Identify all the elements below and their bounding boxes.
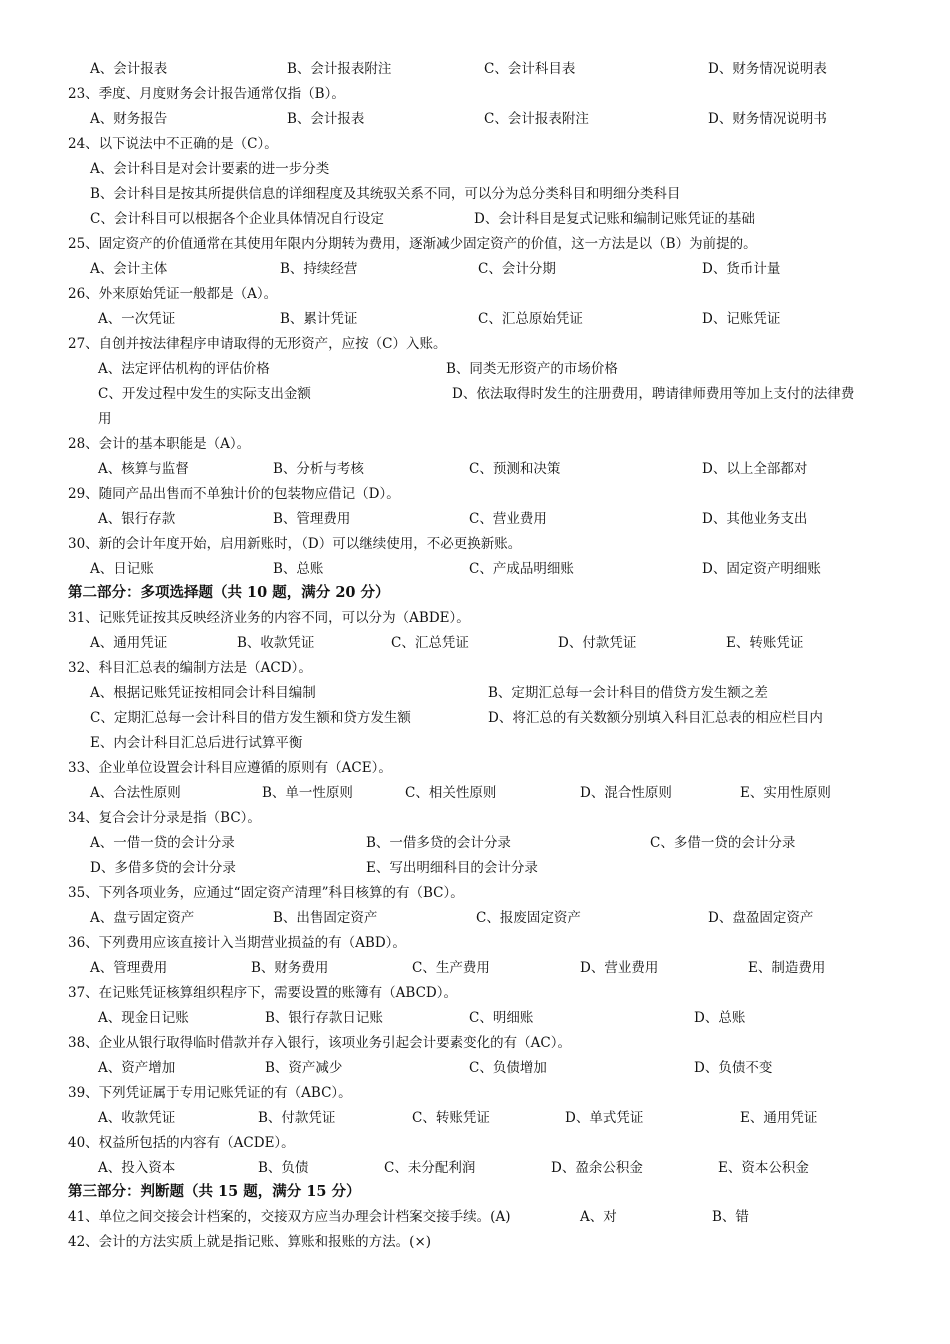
option-row: [0, 856, 950, 880]
option-text: D、记账凭证: [702, 311, 781, 327]
option-text: C、开发过程中发生的实际支出金额: [98, 386, 311, 402]
option-row: [0, 1205, 950, 1229]
option-text: D、其他业务支出: [702, 511, 808, 527]
question-text: [0, 332, 950, 356]
question-text: [0, 806, 950, 830]
option-text: C、会计科目可以根据各个企业具体情况自行设定: [90, 211, 384, 227]
option-row: [0, 831, 950, 855]
option-row: [0, 956, 950, 980]
option-text: D、总账: [694, 1010, 746, 1026]
option-text: C、相关性原则: [405, 785, 497, 801]
option-text: B、会计科目是按其所提供信息的详细程度及其统驭关系不同，可以分为总分类科目和明细分类科目: [90, 186, 681, 202]
option-text: A、一次凭证: [98, 311, 176, 327]
option-row: [0, 107, 950, 131]
option-row: [0, 157, 950, 181]
option-text: C、明细账: [469, 1010, 534, 1026]
option-text: C、定期汇总每一会计科目的借方发生额和贷方发生额: [90, 710, 411, 726]
question-text: [0, 432, 950, 456]
option-text: A、财务报告: [90, 111, 168, 127]
option-text: A、投入资本: [98, 1160, 176, 1176]
option-text: 41、单位之间交接会计档案的，交接双方应当办理会计档案交接手续。(A): [68, 1209, 511, 1225]
option-row: [0, 182, 950, 206]
option-row: [0, 1156, 950, 1180]
option-text: C、营业费用: [469, 511, 547, 527]
option-text: A、合法性原则: [90, 785, 181, 801]
question-text: [0, 232, 950, 256]
option-text: B、会计报表: [287, 111, 365, 127]
option-text: B、定期汇总每一会计科目的借贷方发生额之差: [488, 685, 768, 701]
option-text: B、资产减少: [265, 1060, 343, 1076]
question-stem: 28、会计的基本职能是（A）。: [68, 436, 251, 452]
option-text: C、会计报表附注: [484, 111, 589, 127]
option-text: B、持续经营: [280, 261, 358, 277]
option-text: B、出售固定资产: [273, 910, 378, 926]
option-text: B、一借多贷的会计分录: [366, 835, 511, 851]
option-text: B、收款凭证: [237, 635, 315, 651]
option-text: E、资本公积金: [718, 1160, 809, 1176]
question-text: [0, 482, 950, 506]
section-heading: [0, 581, 950, 605]
option-text: D、营业费用: [580, 960, 659, 976]
section-title: 第三部分：判断题（共 15 题，满分 15 分）: [68, 1183, 361, 1200]
option-text: A、会计科目是对会计要素的进一步分类: [90, 161, 330, 177]
option-row: [0, 906, 950, 930]
question-stem: 38、企业从银行取得临时借款并存入银行，该项业务引起会计要素变化的有（AC）。: [68, 1035, 572, 1051]
question-text: [0, 1131, 950, 1155]
question-text: [0, 656, 950, 680]
option-row: [0, 1006, 950, 1030]
option-text: B、银行存款日记账: [265, 1010, 383, 1026]
option-text: A、根据记账凭证按相同会计科目编制: [90, 685, 316, 701]
option-text: C、转账凭证: [412, 1110, 490, 1126]
option-text: B、付款凭证: [258, 1110, 336, 1126]
question-text: [0, 1081, 950, 1105]
question-text: [0, 756, 950, 780]
option-text: E、内会计科目汇总后进行试算平衡: [90, 735, 303, 751]
option-text: A、管理费用: [90, 960, 168, 976]
option-text: E、实用性原则: [740, 785, 831, 801]
option-text: C、会计科目表: [484, 61, 576, 77]
option-row: [0, 307, 950, 331]
option-text: A、核算与监督: [98, 461, 189, 477]
option-text: E、转账凭证: [726, 635, 804, 651]
option-text: D、会计科目是复式记账和编制记账凭证的基础: [474, 211, 755, 227]
option-row: [0, 382, 950, 406]
question-text: [0, 532, 950, 556]
option-text: D、将汇总的有关数额分别填入科目汇总表的相应栏目内: [488, 710, 823, 726]
option-text: D、货币计量: [702, 261, 781, 277]
option-text: A、通用凭证: [90, 635, 168, 651]
option-text: D、依法取得时发生的注册费用，聘请律师费用等加上支付的法律费: [452, 386, 855, 402]
option-text: C、报废固定资产: [476, 910, 581, 926]
option-row: [0, 631, 950, 655]
question-stem: 40、权益所包括的内容有（ACDE）。: [68, 1135, 295, 1151]
option-text: C、预测和决策: [469, 461, 561, 477]
question-stem: 25、固定资产的价值通常在其使用年限内分期转为费用，逐渐减少固定资产的价值，这一方法是以（B）为前提的。: [68, 236, 757, 252]
question-text: [0, 606, 950, 630]
section-title: 第二部分：多项选择题（共 10 题，满分 20 分）: [68, 584, 390, 601]
option-row: [0, 557, 950, 581]
option-text: C、会计分期: [478, 261, 556, 277]
option-text: B、总账: [273, 561, 324, 577]
option-text: C、汇总凭证: [391, 635, 469, 651]
question-stem: 32、科目汇总表的编制方法是（ACD）。: [68, 660, 312, 676]
option-text: A、现金日记账: [98, 1010, 189, 1026]
option-row: [0, 57, 950, 81]
question-stem: 23、季度、月度财务会计报告通常仅指（B）。: [68, 86, 345, 102]
option-row: [0, 207, 950, 231]
option-text: D、单式凭证: [565, 1110, 644, 1126]
question-text: [0, 981, 950, 1005]
option-text: D、盈余公积金: [551, 1160, 643, 1176]
option-row: [0, 731, 950, 755]
option-text: C、产成品明细账: [469, 561, 574, 577]
option-text: A、资产增加: [98, 1060, 176, 1076]
question-stem: 27、自创并按法律程序申请取得的无形资产，应按（C）入账。: [68, 336, 447, 352]
option-text: B、负债: [258, 1160, 309, 1176]
option-text: C、生产费用: [412, 960, 490, 976]
question-stem: 39、下列凭证属于专用记账凭证的有（ABC）。: [68, 1085, 352, 1101]
option-text: A、会计主体: [90, 261, 168, 277]
option-text: A、法定评估机构的评估价格: [98, 361, 270, 377]
question-stem: 33、企业单位设置会计科目应遵循的原则有（ACE）。: [68, 760, 392, 776]
question-stem: 31、记账凭证按其反映经济业务的内容不同，可以分为（ABDE）。: [68, 610, 470, 626]
option-text: A、会计报表: [90, 61, 168, 77]
question-stem: 36、下列费用应该直接计入当期营业损益的有（ABD）。: [68, 935, 406, 951]
option-text: D、盘盈固定资产: [708, 910, 814, 926]
option-text: B、分析与考核: [273, 461, 364, 477]
option-row: [0, 257, 950, 281]
option-text: D、固定资产明细账: [702, 561, 821, 577]
question-text: [0, 1031, 950, 1055]
option-text: E、制造费用: [748, 960, 826, 976]
option-row: [0, 407, 950, 431]
option-text: D、负债不变: [694, 1060, 773, 1076]
option-text: D、混合性原则: [580, 785, 672, 801]
option-text: 用: [98, 411, 112, 427]
option-text: B、累计凭证: [280, 311, 358, 327]
question-stem: 24、以下说法中不正确的是（C）。: [68, 136, 278, 152]
option-row: [0, 507, 950, 531]
option-row: [0, 706, 950, 730]
option-row: [0, 457, 950, 481]
option-text: E、通用凭证: [740, 1110, 818, 1126]
option-row: [0, 781, 950, 805]
option-text: D、付款凭证: [558, 635, 637, 651]
option-text: D、财务情况说明表: [708, 61, 827, 77]
option-text: A、一借一贷的会计分录: [90, 835, 235, 851]
option-text: A、盘亏固定资产: [90, 910, 195, 926]
option-text: A、收款凭证: [98, 1110, 176, 1126]
question-text: [0, 881, 950, 905]
option-text: A、日记账: [90, 561, 154, 577]
option-text: C、未分配利润: [384, 1160, 476, 1176]
question-stem: 29、随同产品出售而不单独计价的包装物应借记（D）。: [68, 486, 400, 502]
question-stem: 30、新的会计年度开始，启用新账时，（D）可以继续使用，不必更换新账。: [68, 536, 522, 552]
question-text: [0, 282, 950, 306]
question-stem: 42、会计的方法实质上就是指记账、算账和报账的方法。(×): [68, 1234, 432, 1250]
section-heading: [0, 1180, 950, 1204]
option-text: B、同类无形资产的市场价格: [446, 361, 618, 377]
option-text: C、汇总原始凭证: [478, 311, 583, 327]
option-text: B、单一性原则: [262, 785, 353, 801]
question-stem: 37、在记账凭证核算组织程序下，需要设置的账簿有（ABCD）。: [68, 985, 458, 1001]
option-text: B、管理费用: [273, 511, 351, 527]
question-stem: 34、复合会计分录是指（BC）。: [68, 810, 261, 826]
option-row: [0, 1106, 950, 1130]
option-text: A、对: [580, 1209, 617, 1225]
question-text: [0, 931, 950, 955]
question-stem: 26、外来原始凭证一般都是（A）。: [68, 286, 278, 302]
question-text: [0, 132, 950, 156]
option-text: E、写出明细科目的会计分录: [366, 860, 538, 876]
option-text: B、财务费用: [251, 960, 329, 976]
option-row: [0, 681, 950, 705]
option-text: D、多借多贷的会计分录: [90, 860, 236, 876]
question-text: [0, 82, 950, 106]
option-row: [0, 357, 950, 381]
option-text: C、多借一贷的会计分录: [650, 835, 796, 851]
option-text: D、以上全部都对: [702, 461, 808, 477]
option-text: D、财务情况说明书: [708, 111, 827, 127]
option-row: [0, 1056, 950, 1080]
option-text: B、会计报表附注: [287, 61, 392, 77]
option-text: C、负债增加: [469, 1060, 547, 1076]
question-stem: 35、下列各项业务，应通过“固定资产清理”科目核算的有（BC）。: [68, 885, 464, 901]
option-text: B、错: [712, 1209, 749, 1225]
question-text: [0, 1230, 950, 1254]
option-text: A、银行存款: [98, 511, 176, 527]
